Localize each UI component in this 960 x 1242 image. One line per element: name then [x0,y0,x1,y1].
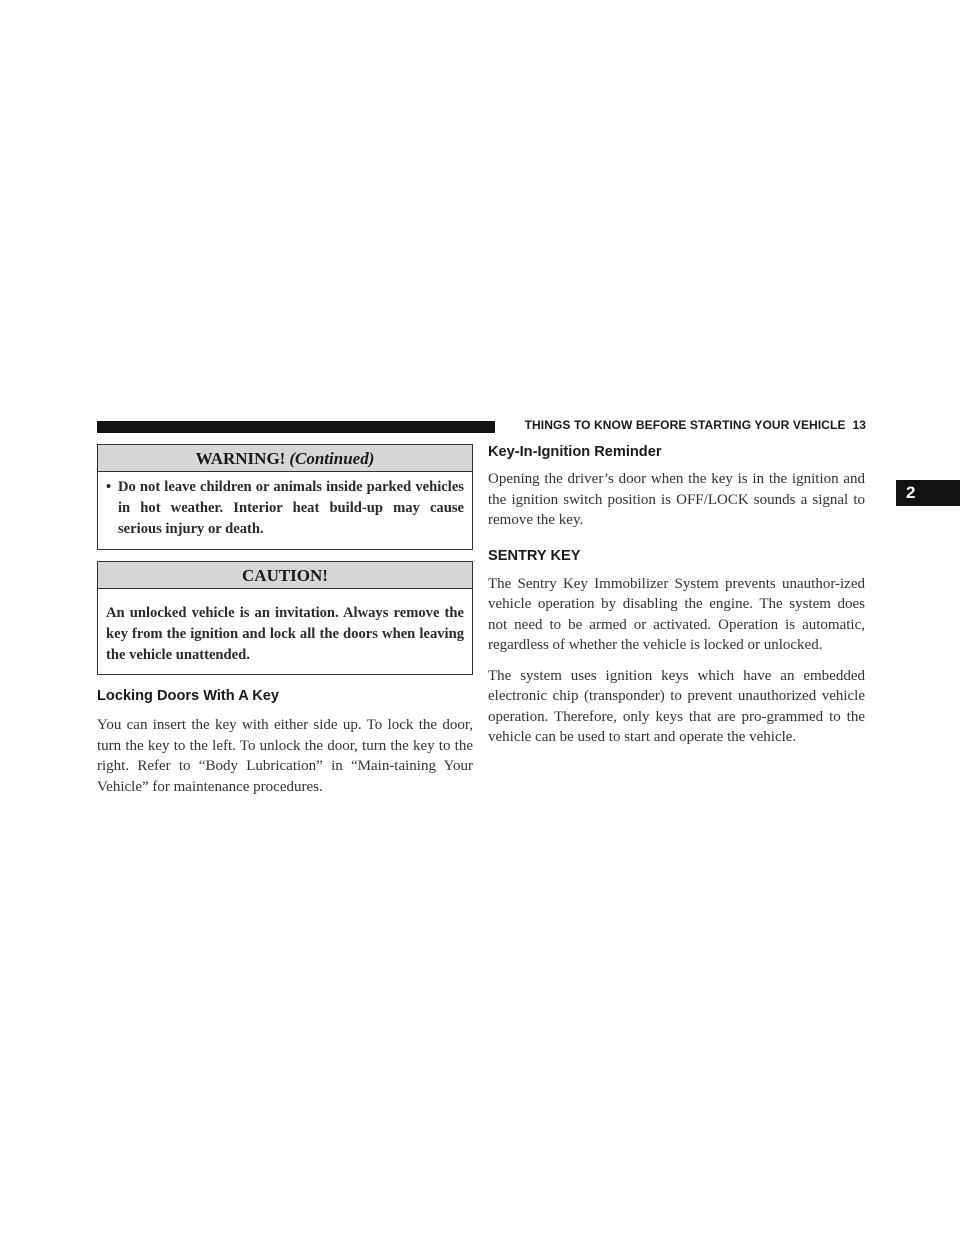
running-header-title: THINGS TO KNOW BEFORE STARTING YOUR VEHICLE [524,418,846,432]
warning-continued-label: (Continued) [289,449,375,468]
page-number: 13 [852,418,866,432]
caution-text: An unlocked vehicle is an invitation. Always remove the key from the ignition and lock all the doors when leaving the vehicle unattended. [106,605,464,663]
caution-title: CAUTION! [242,566,328,585]
right-column [488,444,865,748]
section-heading-key-reminder: Key-In-Ignition Reminder [488,444,662,460]
warning-text: Do not leave children or animals inside parked vehicles in hot weather. Interior heat build-up may cause serious injury or death. [118,479,464,537]
chapter-tab: 2 [896,480,960,506]
sentry-key-paragraph-1: The Sentry Key Immobilizer System prevents unauthor-ized vehicle operation by disabling the engine. The system does not need to be armed or activated. Operation is automatic, regardless of whether the vehicle is locked or unlocked. [488,575,865,653]
warning-bullet-item [106,477,464,540]
warning-header [98,445,472,472]
section-heading-locking-doors: Locking Doors With A Key [97,688,280,704]
caution-header [98,562,472,589]
warning-body [98,472,472,549]
running-header [506,418,866,432]
header-rule-bar [97,421,495,433]
warning-title: WARNING! [195,449,286,468]
section-heading-sentry-key: SENTRY KEY [488,547,581,564]
sentry-key-paragraph-2: The system uses ignition keys which have an embedded electronic chip (transponder) to prevent unauthorized vehicle operation. Therefore, only keys that are pro-grammed to the vehicle can be used to start and operate the vehicle. [488,667,865,745]
caution-box [97,561,473,675]
key-reminder-paragraph: Opening the driver’s door when the key is in the ignition and the ignition switch position is OFF/LOCK sounds a signal to remove the key. [488,471,865,528]
bullet-icon: • [106,479,112,495]
locking-doors-paragraph: You can insert the key with either side up. To lock the door, turn the key to the left. To unlock the door, turn the key to the right. Refer to “Body Lubrication” in “Main-taining Your Vehicle” for maintenance procedures. [97,717,473,795]
left-column [97,444,473,797]
warning-box [97,444,473,550]
